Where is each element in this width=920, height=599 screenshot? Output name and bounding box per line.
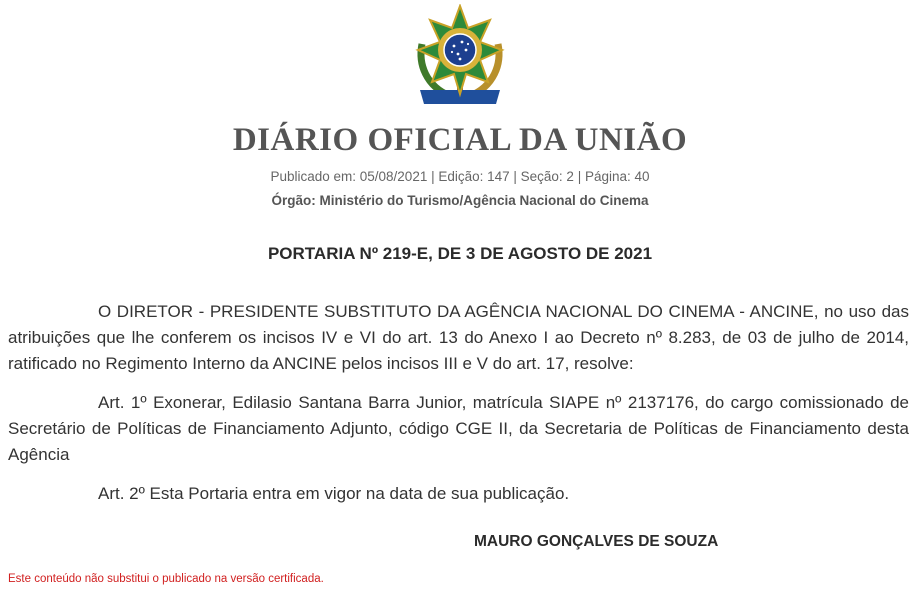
- brazil-coat-of-arms-icon: [410, 4, 510, 108]
- article-2-paragraph: Art. 2º Esta Portaria entra em vigor na data de sua publicação.: [98, 484, 570, 503]
- certification-disclaimer: Este conteúdo não substitui o publicado na versão certificada.: [8, 573, 324, 585]
- preamble-paragraph: O DIRETOR - PRESIDENTE SUBSTITUTO DA AGÊNCIA NACIONAL DO CINEMA - ANCINE, no uso das atribuições que lhe conferem os incisos IV e VI do art. 13 do Anexo I ao Decreto nº 8.283, de 03 de julho de 2014, ratificado no Regimento Interno da ANCINE pelos incisos III e V do art. 17, resolve:: [8, 302, 909, 373]
- issuing-agency: Órgão: Ministério do Turismo/Agência Nacional do Cinema: [271, 193, 649, 208]
- article-1-paragraph: Art. 1º Exonerar, Edilasio Santana Barra Junior, matrícula SIAPE nº 2137176, do cargo comissionado de Secretário de Políticas de Financiamento Adjunto, código CGE II, da Secretaria de Políticas de Financiamento desta Agência: [8, 393, 909, 464]
- gazette-title: DIÁRIO OFICIAL DA UNIÃO: [232, 122, 688, 158]
- publication-meta: Publicado em: 05/08/2021 | Edição: 147 | Seção: 2 | Página: 40: [270, 169, 650, 184]
- document-heading: PORTARIA Nº 219-E, DE 3 DE AGOSTO DE 2021: [267, 244, 653, 263]
- signer-name: MAURO GONÇALVES DE SOUZA: [474, 533, 719, 550]
